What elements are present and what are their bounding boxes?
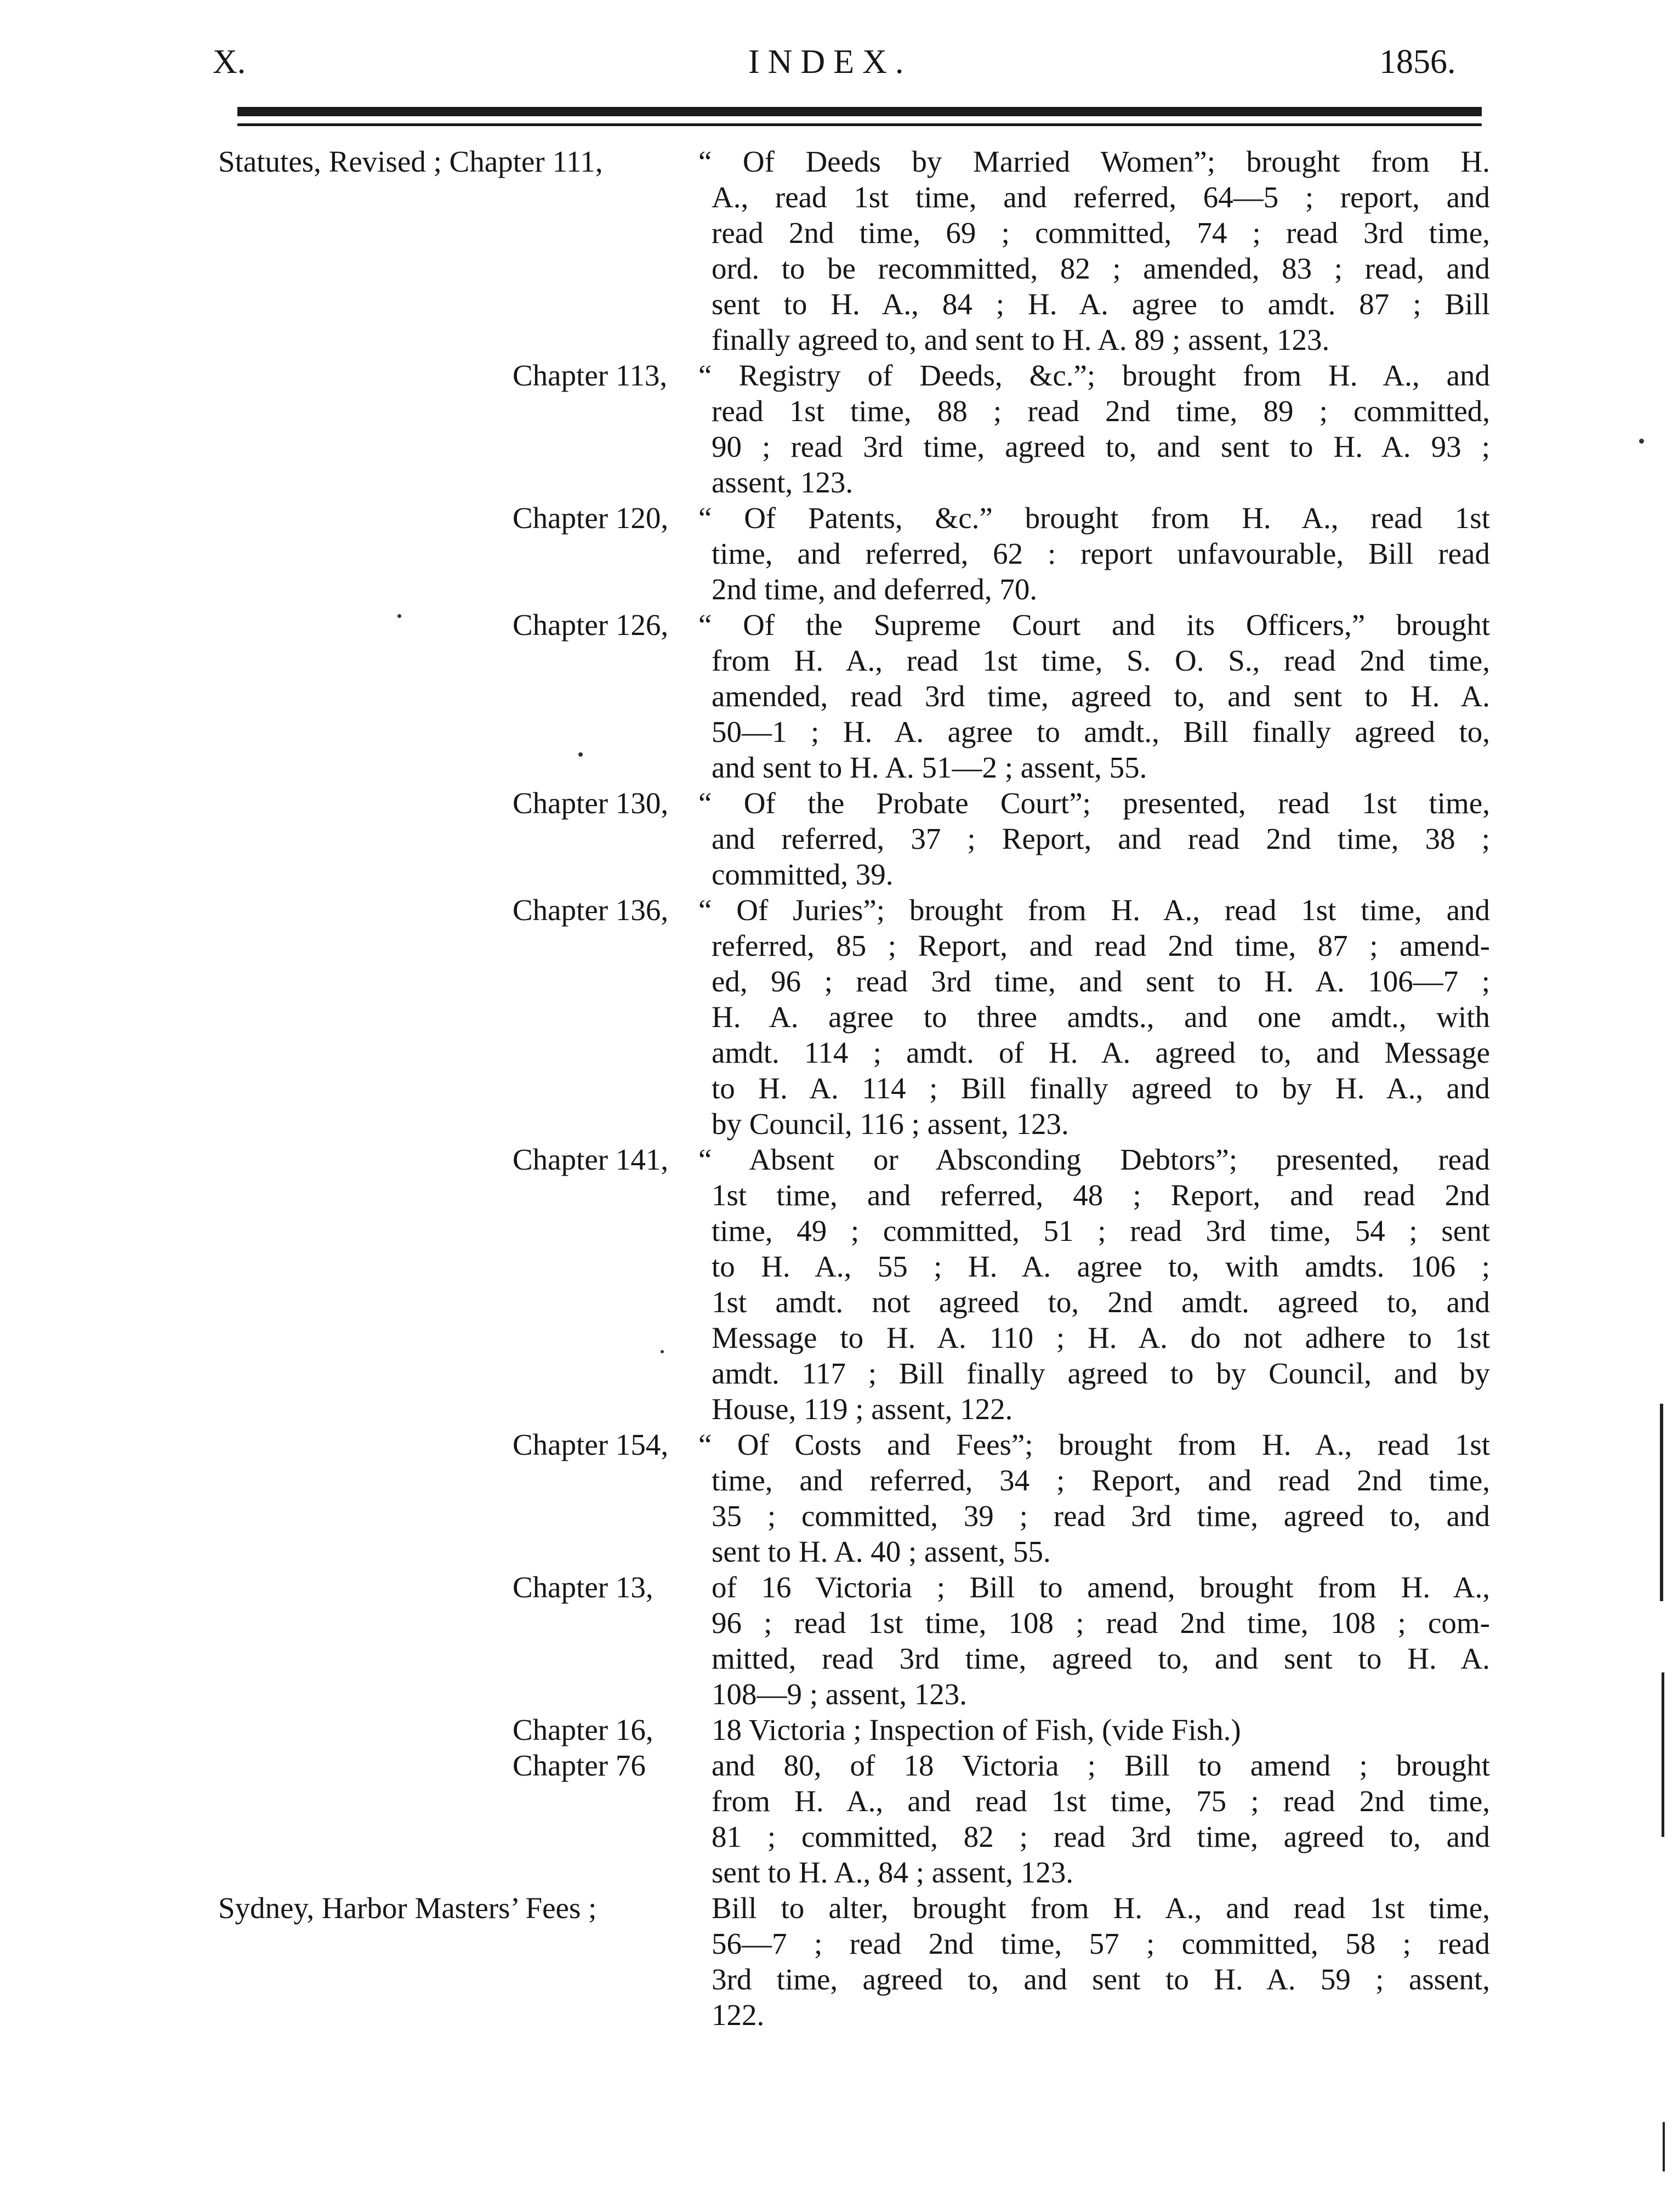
entry-text-line: 50—1 ; H. A. agree to amdt., Bill finally agreed to, xyxy=(712,715,1490,748)
entry-text-line: read 2nd time, 69 ; committed, 74 ; read 3rd time, xyxy=(712,216,1490,249)
entry-text-line: “ Absent or Absconding Debtors”; presented, read xyxy=(698,1143,1490,1176)
entry-text-line: of 16 Victoria ; Bill to amend, brought from H. A., xyxy=(712,1570,1490,1604)
entry-text-line: 96 ; read 1st time, 108 ; read 2nd time, 108 ; com- xyxy=(712,1606,1490,1640)
entry-text-line: 108—9 ; assent, 123. xyxy=(712,1677,967,1711)
entry-text-line: read 1st time, 88 ; read 2nd time, 89 ; committed, xyxy=(712,394,1490,428)
entry-text-line: amended, read 3rd time, agreed to, and sent to H. A. xyxy=(712,679,1490,713)
entry-text-line: 81 ; committed, 82 ; read 3rd time, agreed to, and xyxy=(712,1820,1490,1853)
entry-text-line: 56—7 ; read 2nd time, 57 ; committed, 58 ; read xyxy=(712,1927,1490,1960)
entry-chapter: Chapter 16, xyxy=(513,1713,653,1746)
index-entry xyxy=(0,500,1678,607)
entry-text-line: “ Of Juries”; brought from H. A., read 1st time, and xyxy=(698,893,1490,927)
entry-heading: Statutes, Revised ; Chapter 111, xyxy=(218,145,603,178)
entry-text-line: and referred, 37 ; Report, and read 2nd time, 38 ; xyxy=(712,822,1490,855)
entry-text-line: 1st time, and referred, 48 ; Report, and read 2nd xyxy=(712,1178,1490,1212)
scan-speck xyxy=(661,1350,664,1353)
entry-text-line: sent to H. A., 84 ; assent, 123. xyxy=(712,1856,1073,1889)
entry-text xyxy=(698,607,1490,785)
entry-chapter: Chapter 141, xyxy=(513,1143,669,1176)
entry-text-line: House, 119 ; assent, 122. xyxy=(712,1392,1013,1426)
index-entry xyxy=(0,1712,1678,1748)
entry-text-line: finally agreed to, and sent to H. A. 89 ; assent, 123. xyxy=(712,323,1330,356)
entry-text xyxy=(698,1142,1490,1427)
scan-speck xyxy=(397,614,401,618)
entry-text xyxy=(698,358,1490,500)
index-entry xyxy=(0,785,1678,892)
entry-text-line: to H. A., 55 ; H. A. agree to, with amdts. 106 ; xyxy=(712,1250,1490,1283)
entry-text-line: 35 ; committed, 39 ; read 3rd time, agreed to, and xyxy=(712,1499,1490,1533)
entry-text-line: “ Of Patents, &c.” brought from H. A., read 1st xyxy=(698,501,1490,535)
entry-text-line: Message to H. A. 110 ; H. A. do not adhere to 1st xyxy=(712,1321,1490,1354)
scan-speck xyxy=(578,752,583,757)
entry-text-line: H. A. agree to three amdts., and one amdt., with xyxy=(712,1000,1490,1034)
index-entry xyxy=(0,358,1678,500)
entry-chapter: Chapter 120, xyxy=(513,501,669,535)
entry-text-line: 18 Victoria ; Inspection of Fish, (vide Fish.) xyxy=(712,1713,1241,1746)
index-entry xyxy=(0,1427,1678,1569)
entry-text xyxy=(698,144,1490,358)
index-entry xyxy=(0,144,1678,358)
scan-speck xyxy=(1639,439,1644,444)
entry-text-line: committed, 39. xyxy=(712,858,894,891)
page-number: X. xyxy=(213,43,246,81)
entry-text xyxy=(712,1712,1490,1748)
entry-text-line: time, and referred, 34 ; Report, and read 2nd time, xyxy=(712,1464,1490,1497)
entry-text-line: time, 49 ; committed, 51 ; read 3rd time, 54 ; sent xyxy=(712,1214,1490,1247)
entry-text-line: A., read 1st time, and referred, 64—5 ; report, and xyxy=(712,180,1490,214)
entry-text-line: from H. A., and read 1st time, 75 ; read 2nd time, xyxy=(712,1784,1490,1818)
entry-text xyxy=(698,1427,1490,1569)
entry-text-line: ord. to be recommitted, 82 ; amended, 83 ; read, and xyxy=(712,252,1490,285)
scan-edge-mark xyxy=(1660,1404,1663,1601)
entry-text-line: referred, 85 ; Report, and read 2nd time, 87 ; amend- xyxy=(712,929,1490,962)
entry-chapter: Chapter 130, xyxy=(513,786,669,820)
entry-text-line: from H. A., read 1st time, S. O. S., read 2nd time, xyxy=(712,644,1490,677)
entry-text-line: by Council, 116 ; assent, 123. xyxy=(712,1107,1069,1141)
index-entry xyxy=(0,1569,1678,1712)
entry-text-line: time, and referred, 62 : report unfavourable, Bill read xyxy=(712,537,1490,570)
entry-text xyxy=(698,892,1490,1142)
entry-chapter: Chapter 126, xyxy=(513,608,669,642)
entry-text-line: “ Of the Probate Court”; presented, read 1st time, xyxy=(698,786,1490,820)
entry-text-line: “ Of Deeds by Married Women”; brought from H. xyxy=(698,145,1490,178)
entry-text-line: to H. A. 114 ; Bill finally agreed to by H. A., and xyxy=(712,1071,1490,1105)
entry-text-line: 2nd time, and deferred, 70. xyxy=(712,572,1038,606)
entry-text-line: Bill to alter, brought from H. A., and read 1st time, xyxy=(712,1891,1490,1925)
entry-text-line: ed, 96 ; read 3rd time, and sent to H. A. 106—7 ; xyxy=(712,965,1490,998)
entry-text-line: and sent to H. A. 51—2 ; assent, 55. xyxy=(712,751,1147,784)
entry-text-line: assent, 123. xyxy=(712,466,854,499)
entry-chapter: Chapter 76 xyxy=(513,1749,646,1782)
index-entry xyxy=(0,1748,1678,1890)
entry-text-line: sent to H. A., 84 ; H. A. agree to amdt. 87 ; Bill xyxy=(712,287,1490,321)
scan-edge-mark xyxy=(1662,1672,1664,1837)
entry-text-line: amdt. 117 ; Bill finally agreed to by Council, and by xyxy=(712,1357,1490,1390)
entry-text-line: sent to H. A. 40 ; assent, 55. xyxy=(712,1535,1051,1568)
index-entry xyxy=(0,1890,1678,2033)
entry-text-line: 1st amdt. not agreed to, 2nd amdt. agreed to, and xyxy=(712,1285,1490,1319)
header-rule-thin xyxy=(237,123,1482,126)
entry-text-line: 122. xyxy=(712,1998,765,2032)
entry-text-line: amdt. 114 ; amdt. of H. A. agreed to, and Message xyxy=(712,1036,1490,1069)
header-rule-thick xyxy=(237,107,1482,116)
index-entry xyxy=(0,607,1678,785)
index-entry xyxy=(0,892,1678,1142)
entry-text-line: and 80, of 18 Victoria ; Bill to amend ; brought xyxy=(712,1749,1490,1782)
entry-text-line: 90 ; read 3rd time, agreed to, and sent to H. A. 93 ; xyxy=(712,430,1490,463)
entry-text xyxy=(712,1569,1490,1712)
entry-chapter: Chapter 154, xyxy=(513,1428,669,1461)
entry-text-line: mitted, read 3rd time, agreed to, and sent to H. A. xyxy=(712,1642,1490,1675)
entry-chapter: Chapter 13, xyxy=(513,1570,653,1604)
scan-edge-mark xyxy=(1663,2122,1665,2171)
entry-text-line: “ Of the Supreme Court and its Officers,” brought xyxy=(698,608,1490,642)
entry-chapter: Chapter 113, xyxy=(513,359,668,392)
page-year: 1856. xyxy=(1379,43,1456,81)
entry-text-line: “ Registry of Deeds, &c.”; brought from H. A., and xyxy=(698,359,1490,392)
entry-text xyxy=(698,785,1490,892)
entry-text xyxy=(698,500,1490,607)
entry-text xyxy=(712,1890,1490,2033)
entry-heading: Sydney, Harbor Masters’ Fees ; xyxy=(218,1891,597,1925)
entry-text-line: “ Of Costs and Fees”; brought from H. A., read 1st xyxy=(698,1428,1490,1461)
index-entry xyxy=(0,1142,1678,1427)
entry-chapter: Chapter 136, xyxy=(513,893,669,927)
page-title: INDEX. xyxy=(748,43,912,81)
entry-text xyxy=(712,1748,1490,1890)
entry-text-line: 3rd time, agreed to, and sent to H. A. 59 ; assent, xyxy=(712,1963,1490,1996)
